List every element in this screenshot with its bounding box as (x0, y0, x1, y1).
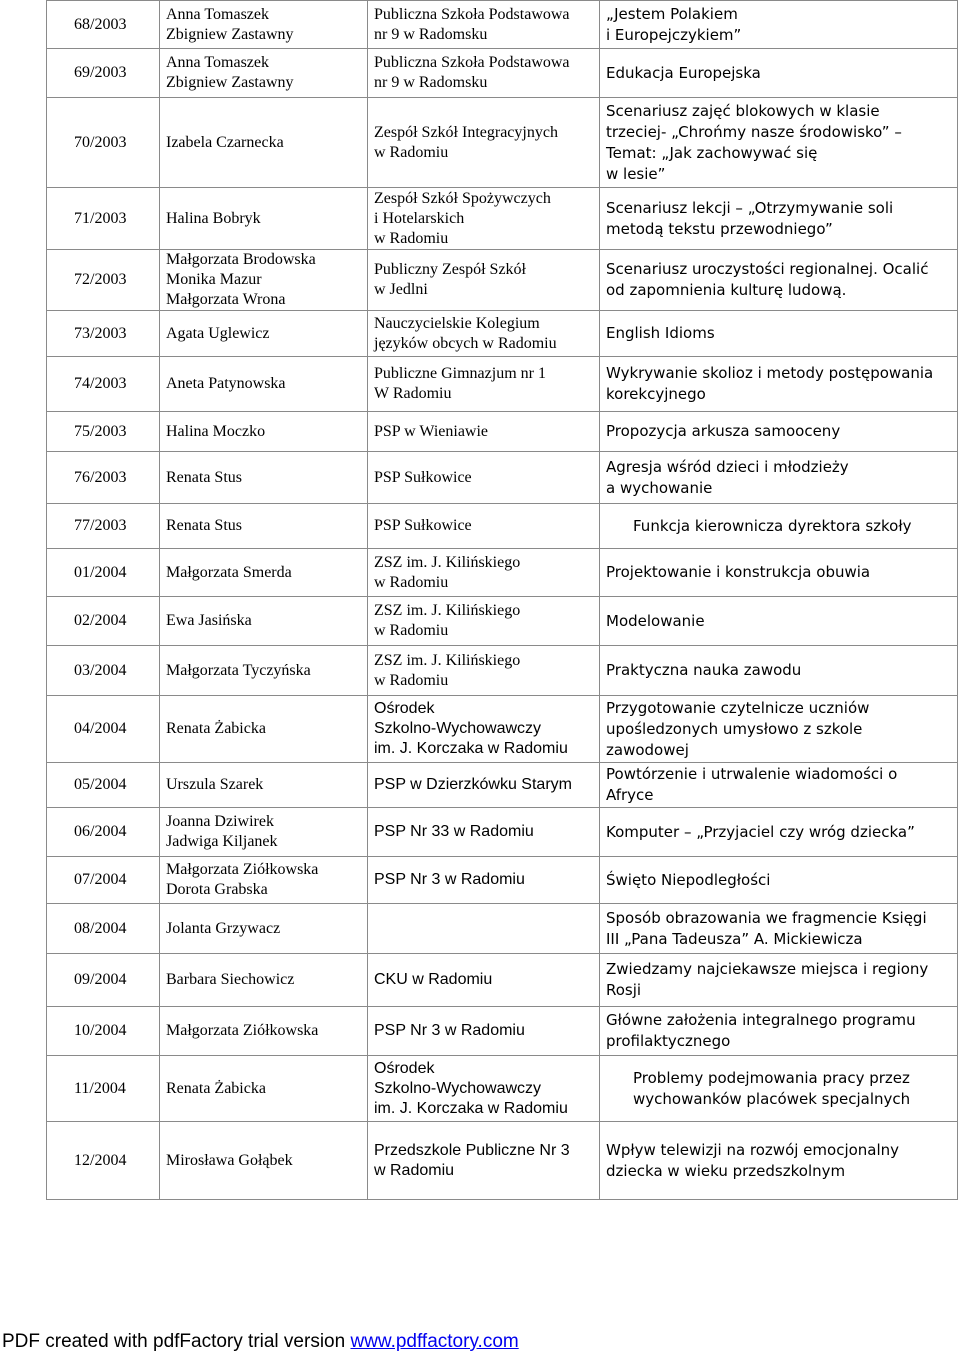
entry-number: 77/2003 (47, 504, 160, 549)
entry-author: Barbara Siechowicz (160, 954, 368, 1007)
entry-author: Małgorzata Ziółkowska (160, 1007, 368, 1056)
entry-number: 07/2004 (47, 857, 160, 904)
entry-author: Aneta Patynowska (160, 357, 368, 412)
entry-number: 68/2003 (47, 1, 160, 49)
pdf-footer (0, 1328, 960, 1355)
table-row (47, 1122, 958, 1200)
table-row (47, 452, 958, 504)
entry-school: PSP w Dzierzkówku Starym (368, 763, 600, 808)
entry-title: Praktyczna nauka zawodu (600, 646, 958, 696)
entry-school: ZSZ im. J. Kilińskiego w Radomiu (368, 597, 600, 646)
table-row (47, 904, 958, 954)
table-row (47, 311, 958, 357)
entry-number: 12/2004 (47, 1122, 160, 1200)
entry-school: Ośrodek Szkolno-Wychowawczy im. J. Korczaka w Radomiu (368, 1056, 600, 1122)
table-row (47, 954, 958, 1007)
entry-title: Scenariusz zajęć blokowych w klasie trzeciej- „Chrońmy nasze środowisko” – Temat: „Jak zachowywać się w lesie” (600, 98, 958, 188)
entry-title: Agresja wśród dzieci i młodzieży a wychowanie (600, 452, 958, 504)
entry-school: Przedszkole Publiczne Nr 3 w Radomiu (368, 1122, 600, 1200)
entry-school: Publiczna Szkoła Podstawowa nr 9 w Radomsku (368, 49, 600, 98)
table-row (47, 504, 958, 549)
table-row (47, 357, 958, 412)
table-row (47, 49, 958, 98)
entry-title: Główne założenia integralnego programu profilaktycznego (600, 1007, 958, 1056)
entry-title: Projektowanie i konstrukcja obuwia (600, 549, 958, 597)
table-row (47, 412, 958, 452)
entry-title: Edukacja Europejska (600, 49, 958, 98)
entry-author: Jolanta Grzywacz (160, 904, 368, 954)
entry-author: Mirosława Gołąbek (160, 1122, 368, 1200)
table-row (47, 250, 958, 311)
table-row (47, 597, 958, 646)
entry-title: Wykrywanie skolioz i metody postępowania korekcyjnego (600, 357, 958, 412)
entry-title: Propozycja arkusza samooceny (600, 412, 958, 452)
entry-school: CKU w Radomiu (368, 954, 600, 1007)
entry-author: Małgorzata Tyczyńska (160, 646, 368, 696)
entry-title: Komputer – „Przyjaciel czy wróg dziecka” (600, 808, 958, 857)
entry-number: 10/2004 (47, 1007, 160, 1056)
entry-number: 73/2003 (47, 311, 160, 357)
footer-text: PDF created with pdfFactory trial version (2, 1331, 351, 1352)
entry-author: Halina Bobryk (160, 188, 368, 250)
table-row (47, 763, 958, 808)
entry-number: 05/2004 (47, 763, 160, 808)
entry-author: Renata Stus (160, 504, 368, 549)
table-row (47, 857, 958, 904)
entry-author: Agata Uglewicz (160, 311, 368, 357)
entry-school: Publiczny Zespół Szkół w Jedlni (368, 250, 600, 311)
entry-author: Renata Stus (160, 452, 368, 504)
entry-school: PSP Sułkowice (368, 504, 600, 549)
entry-school: Publiczna Szkoła Podstawowa nr 9 w Radomsku (368, 1, 600, 49)
entry-number: 08/2004 (47, 904, 160, 954)
entry-title: Przygotowanie czytelnicze uczniów upośledzonych umysłowo z szkole zawodowej (600, 696, 958, 763)
entry-title: Scenariusz lekcji – „Otrzymywanie soli metodą tekstu przewodniego” (600, 188, 958, 250)
entry-title: Funkcja kierownicza dyrektora szkoły (600, 504, 958, 549)
table-row (47, 696, 958, 763)
entry-number: 75/2003 (47, 412, 160, 452)
entry-school (368, 904, 600, 954)
entry-number: 06/2004 (47, 808, 160, 857)
entry-author: Urszula Szarek (160, 763, 368, 808)
entry-school: Zespół Szkół Spożywczych i Hotelarskich w Radomiu (368, 188, 600, 250)
entry-title: Scenariusz uroczystości regionalnej. Ocalić od zapomnienia kulturę ludową. (600, 250, 958, 311)
entry-number: 09/2004 (47, 954, 160, 1007)
entry-number: 71/2003 (47, 188, 160, 250)
entry-school: PSP Nr 33 w Radomiu (368, 808, 600, 857)
entry-title: English Idioms (600, 311, 958, 357)
entry-number: 72/2003 (47, 250, 160, 311)
entry-school: PSP w Wieniawie (368, 412, 600, 452)
entry-author: Halina Moczko (160, 412, 368, 452)
entry-number: 69/2003 (47, 49, 160, 98)
entry-title: Zwiedzamy najciekawsze miejsca i regiony Rosji (600, 954, 958, 1007)
entry-author: Anna Tomaszek Zbigniew Zastawny (160, 49, 368, 98)
entry-number: 03/2004 (47, 646, 160, 696)
entry-school: PSP Nr 3 w Radomiu (368, 857, 600, 904)
entry-author: Małgorzata Smerda (160, 549, 368, 597)
entry-school: Nauczycielskie Kolegium języków obcych w Radomiu (368, 311, 600, 357)
table-row (47, 1056, 958, 1122)
entry-school: ZSZ im. J. Kilińskiego w Radomiu (368, 549, 600, 597)
entry-number: 04/2004 (47, 696, 160, 763)
table-row (47, 1007, 958, 1056)
entry-title: „Jestem Polakiem i Europejczykiem” (600, 1, 958, 49)
entry-number: 02/2004 (47, 597, 160, 646)
table-row (47, 98, 958, 188)
entry-school: PSP Sułkowice (368, 452, 600, 504)
entry-school: Publiczne Gimnazjum nr 1 W Radomiu (368, 357, 600, 412)
entry-school: Ośrodek Szkolno-Wychowawczy im. J. Korczaka w Radomiu (368, 696, 600, 763)
entry-author: Izabela Czarnecka (160, 98, 368, 188)
table-row (47, 1, 958, 49)
table-row (47, 549, 958, 597)
entry-author: Małgorzata Brodowska Monika Mazur Małgorzata Wrona (160, 250, 368, 311)
entry-author: Joanna Dziwirek Jadwiga Kiljanek (160, 808, 368, 857)
entry-number: 01/2004 (47, 549, 160, 597)
table-row (47, 808, 958, 857)
entry-school: PSP Nr 3 w Radomiu (368, 1007, 600, 1056)
entry-school: ZSZ im. J. Kilińskiego w Radomiu (368, 646, 600, 696)
entry-author: Anna Tomaszek Zbigniew Zastawny (160, 1, 368, 49)
entry-number: 74/2003 (47, 357, 160, 412)
entry-author: Małgorzata Ziółkowska Dorota Grabska (160, 857, 368, 904)
table-row (47, 646, 958, 696)
entry-author: Renata Żabicka (160, 1056, 368, 1122)
entry-title: Święto Niepodległości (600, 857, 958, 904)
entry-school: Zespół Szkół Integracyjnych w Radomiu (368, 98, 600, 188)
entry-number: 76/2003 (47, 452, 160, 504)
entry-title: Powtórzenie i utrwalenie wiadomości o Afryce (600, 763, 958, 808)
entry-title: Modelowanie (600, 597, 958, 646)
catalog-table (46, 0, 958, 1200)
entry-author: Renata Żabicka (160, 696, 368, 763)
footer-link[interactable]: www.pdffactory.com (350, 1331, 519, 1352)
entry-number: 11/2004 (47, 1056, 160, 1122)
entry-author: Ewa Jasińska (160, 597, 368, 646)
entry-number: 70/2003 (47, 98, 160, 188)
entry-title: Sposób obrazowania we fragmencie Księgi III „Pana Tadeusza” A. Mickiewicza (600, 904, 958, 954)
entry-title: Problemy podejmowania pracy przez wychowanków placówek specjalnych (600, 1056, 958, 1122)
entry-title: Wpływ telewizji na rozwój emocjonalny dziecka w wieku przedszkolnym (600, 1122, 958, 1200)
table-row (47, 188, 958, 250)
